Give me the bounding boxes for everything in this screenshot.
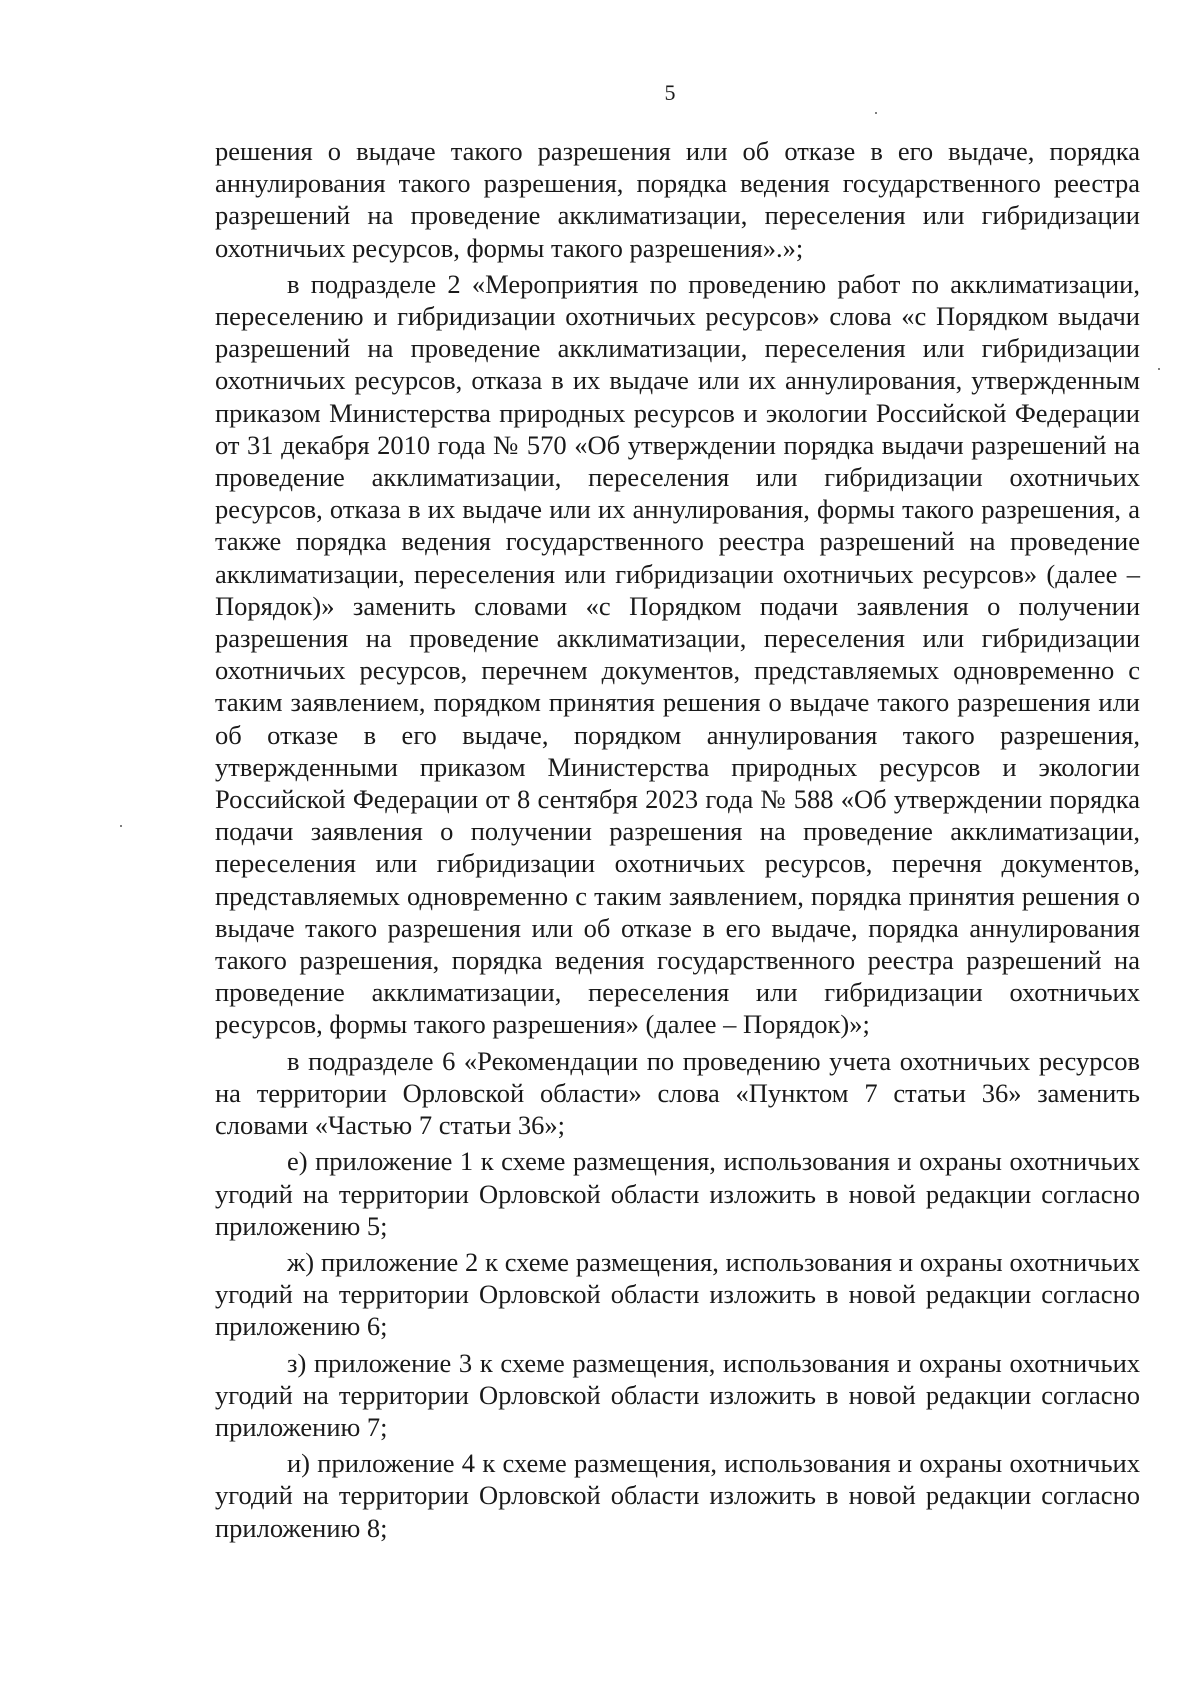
- paragraph-item-i: и) приложение 4 к схеме размещения, использования и охраны охотничьих угодий на территории Орловской области изложить в новой редакции согласно приложению 8;: [215, 1448, 1140, 1543]
- page-number: 5: [664, 80, 676, 105]
- paragraph-item-z: з) приложение 3 к схеме размещения, использования и охраны охотничьих угодий на территории Орловской области изложить в новой редакции согласно приложению 7;: [215, 1347, 1140, 1442]
- paragraph-continuation: решения о выдаче такого разрешения или об отказе в его выдаче, порядка аннулирования такого разрешения, порядка ведения государственного реестра разрешений на проведение акклиматизации, переселения или гибридизации охотничьих ресурсов, формы такого разрешения».»;: [215, 136, 1140, 263]
- paragraph-subsection-6: в подразделе 6 «Рекомендации по проведению учета охотничьих ресурсов на территории Орловской области» слова «Пунктом 7 статьи 36» заменить словами «Частью 7 статьи 36»;: [215, 1045, 1140, 1141]
- scan-speck: [875, 112, 877, 114]
- scan-speck: [1158, 368, 1160, 370]
- paragraph-item-zh: ж) приложение 2 к схеме размещения, использования и охраны охотничьих угодий на территории Орловской области изложить в новой редакции согласно приложению 6;: [215, 1246, 1140, 1342]
- paragraph-subsection-2: в подразделе 2 «Мероприятия по проведению работ по акклиматизации, переселению и гибридизации охотничьих ресурсов» слова «с Порядком выдачи разрешений на проведение акклиматизации, переселения или гибридизации охотничьих ресурсов, отказа в их выдаче или их аннулирования, утвержденным приказом Министерства природных ресурсов и экологии Российской Федерации от 31 декабря 2010 года № 570 «Об утверждении порядка выдачи разрешений на проведение акклиматизации, переселения или гибридизации охотничьих ресурсов, отказа в их выдаче или их аннулирования, формы такого разрешения, а также порядка ведения государственного реестра разрешений на проведение акклиматизации, переселения или гибридизации охотничьих ресурсов» (далее – Порядок)» заменить словами «с Порядком подачи заявления о получении разрешения на проведение акклиматизации, переселения или гибридизации охотничьих ресурсов, перечнем документов, представляемых одновременно с таким заявлением, порядком принятия решения о выдаче такого разрешения или об отказе в его выдаче, порядком аннулирования такого разрешения, утвержденными приказом Министерства природных ресурсов и экологии Российской Федерации от 8 сентября 2023 года № 588 «Об утверждении порядка подачи заявления о получении разрешения на проведение акклиматизации, переселения или гибридизации охотничьих ресурсов, перечня документов, представляемых одновременно с таким заявлением, порядка принятия решения о выдаче такого разрешения или об отказе в его выдаче, порядка аннулирования такого разрешения, порядка ведения государственного реестра разрешений на проведение акклиматизации, переселения или гибридизации охотничьих ресурсов, формы такого разрешения» (далее – Порядок)»;: [215, 268, 1140, 1040]
- document-body: [215, 135, 1140, 1548]
- scan-speck: [120, 825, 122, 827]
- paragraph-item-e: е) приложение 1 к схеме размещения, использования и охраны охотничьих угодий на территории Орловской области изложить в новой редакции согласно приложению 5;: [215, 1146, 1140, 1241]
